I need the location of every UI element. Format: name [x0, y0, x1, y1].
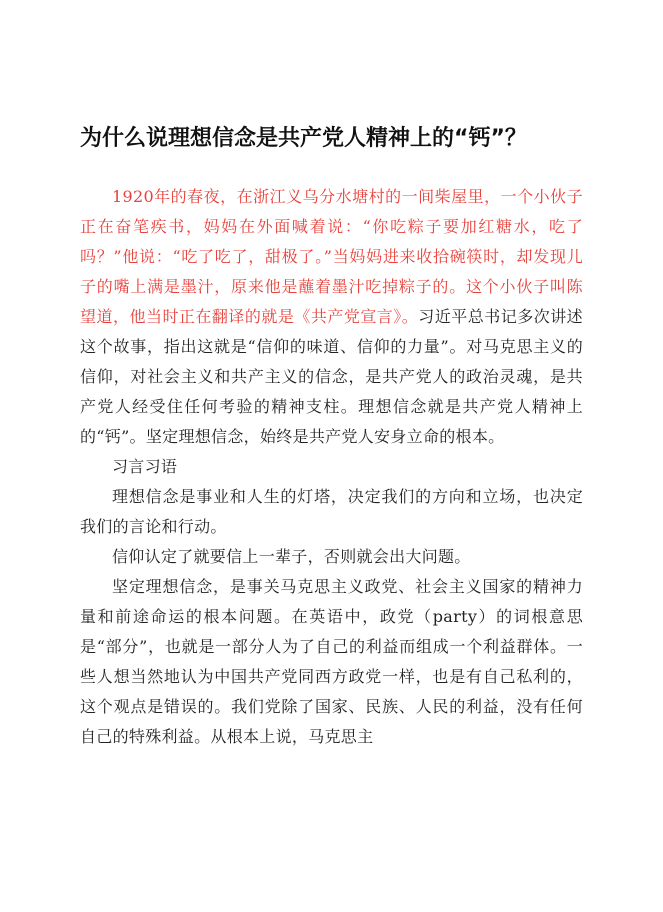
paragraph-2: 信仰认定了就要信上一辈子，否则就会出大问题。: [112, 547, 471, 566]
paragraph-3: 坚定理想信念，是事关马克思主义政党、社会主义国家的精神力量和前途命运的根本问题。在英语中，政党（party）的词根意思是“部分”，也就是一部分人为了自己的利益而组成一个利益群体。一些人想当然地认为中国共产党同西方政党一样，也是有自己私利的，这个观点是错误的。我们党除了国家、民族、人民的利益，没有任何自己的特殊利益。从根本上说，马克思主: [80, 577, 583, 746]
intro-paragraph: [80, 182, 583, 452]
paragraph-1: 理想信念是事业和人生的灯塔，决定我们的方向和立场，也决定我们的言论和行动。: [80, 487, 583, 536]
article-title: 为什么说理想信念是共产党人精神上的“钙”？: [80, 126, 527, 151]
article-body: [80, 182, 583, 752]
section-heading: 习言习语: [112, 457, 178, 476]
intro-commentary-text: 习近平总书记多次讲述这个故事，指出这就是“信仰的味道、信仰的力量”。对马克思主义的信仰，对社会主义和共产主义的信念，是共产党人的政治灵魂，是共产党人经受住任何考验的精神支柱。理想信念就是共产党人精神上的“钙”。坚定理想信念，始终是共产党人安身立命的根本。: [80, 307, 583, 446]
intro-story-text: 1920年的春夜，在浙江义乌分水塘村的一间柴屋里，一个小伙子正在奋笔疾书，妈妈在外面喊着说：“你吃粽子要加红糖水，吃了吗？”他说：“吃了吃了，甜极了。”当妈妈进来收拾碗筷时，却发现儿子的嘴上满是墨汁，原来他是蘸着墨汁吃掉粽子的。这个小伙子叫陈望道，他当时正在翻译的就是《共产党宣言》。: [80, 187, 583, 326]
